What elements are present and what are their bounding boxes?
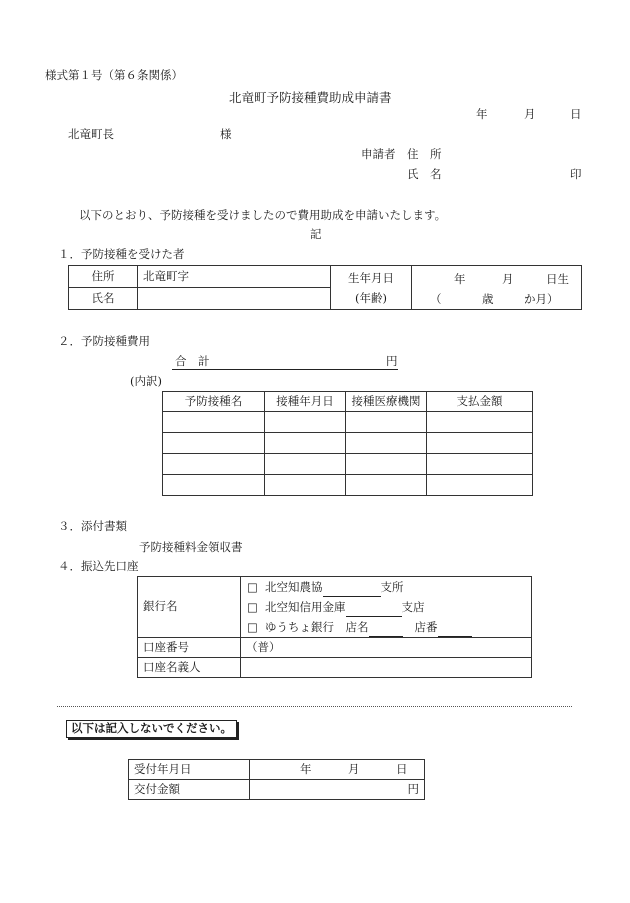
recipient-address-label: 住所	[69, 266, 138, 288]
vaccine-name-cell[interactable]	[163, 412, 265, 433]
received-year-label: 年	[300, 762, 312, 776]
grant-amount-label: 交付金額	[129, 780, 250, 800]
table-row	[163, 475, 533, 496]
bank1-suffix: 支所	[380, 580, 404, 594]
payment-amount-cell[interactable]	[427, 454, 533, 475]
addressee: 北竜町長	[68, 127, 114, 141]
age-months-label: か月）	[524, 292, 559, 306]
total-yen-unit: 円	[386, 354, 398, 368]
received-day-label: 日	[396, 762, 408, 776]
section2-heading: ２．予防接種費用	[58, 334, 150, 348]
date-day-label: 日	[570, 107, 582, 121]
bank-account-table	[137, 576, 532, 678]
applicant-label: 申請者	[361, 147, 396, 161]
birth-day-label: 日生	[546, 272, 569, 286]
section1-heading: １．予防接種を受けた者	[58, 247, 185, 261]
vaccination-date-cell[interactable]	[265, 454, 346, 475]
form-title: 北竜町予防接種費助成申請書	[229, 90, 392, 105]
addressee-honorific: 様	[220, 127, 232, 141]
received-month-label: 月	[348, 762, 360, 776]
bank1-name: 北空知農協	[265, 580, 323, 594]
vaccination-date-cell[interactable]	[265, 475, 346, 496]
intro-text: 以下のとおり、予防接種を受けましたので費用助成を申請いたします。	[79, 208, 447, 222]
cut-line-divider	[57, 706, 572, 707]
account-type: （普）	[246, 639, 281, 654]
bank3-suffix: 店番	[414, 620, 438, 634]
recipient-name-value[interactable]	[138, 288, 331, 310]
birth-year-label: 年	[454, 272, 466, 286]
col-vaccination-date: 接種年月日	[265, 392, 346, 412]
vaccine-name-cell[interactable]	[163, 475, 265, 496]
office-use-notice: 以下は記入しないでください。	[66, 720, 237, 738]
medical-institution-cell[interactable]	[346, 454, 427, 475]
date-month-label: 月	[524, 107, 536, 121]
vaccine-name-cell[interactable]	[163, 454, 265, 475]
checkbox-icon[interactable]: □	[247, 600, 258, 614]
vaccination-date-cell[interactable]	[265, 433, 346, 454]
table-row	[163, 412, 533, 433]
section4-heading: ４．振込先口座	[58, 559, 139, 573]
total-label: 合 計	[175, 354, 210, 368]
medical-institution-cell[interactable]	[346, 412, 427, 433]
bank2-suffix: 支店	[401, 600, 425, 614]
applicant-address-label: 住 所	[407, 147, 442, 161]
recipient-address-value[interactable]: 北竜町字	[138, 266, 331, 288]
office-use-table	[128, 759, 425, 800]
medical-institution-cell[interactable]	[346, 475, 427, 496]
payment-amount-cell[interactable]	[427, 433, 533, 454]
bank2-name: 北空知信用金庫	[265, 600, 346, 614]
age-years-label: 歳	[482, 292, 494, 306]
bank3-name: ゆうちょ銀行 店名	[265, 620, 369, 634]
bank-option-nokyo[interactable]	[247, 577, 526, 597]
section3-heading: ３．添付書類	[58, 519, 127, 533]
col-vaccine-name: 予防接種名	[163, 392, 265, 412]
birth-age-labels	[331, 266, 412, 310]
payment-amount-cell[interactable]	[427, 475, 533, 496]
received-date-label: 受付年月日	[129, 760, 250, 780]
recipient-name-label: 氏名	[69, 288, 138, 310]
total-amount-field[interactable]	[172, 355, 398, 370]
bank3-store-number-blank[interactable]	[438, 624, 472, 637]
birth-date-label: 生年月日	[348, 270, 394, 285]
attachment-item: 予防接種料金領収書	[139, 540, 243, 554]
vaccine-name-cell[interactable]	[163, 433, 265, 454]
bank-options	[241, 577, 532, 638]
account-holder-field[interactable]	[241, 658, 532, 678]
breakdown-table	[162, 391, 533, 496]
checkbox-icon[interactable]: □	[247, 580, 258, 594]
table-row	[163, 433, 533, 454]
checkbox-icon[interactable]: □	[247, 620, 258, 634]
vaccination-date-cell[interactable]	[265, 412, 346, 433]
bank2-branch-blank[interactable]	[346, 604, 402, 617]
ki-label: 記	[310, 227, 322, 241]
breakdown-label: (内訳)	[130, 374, 162, 388]
bank-name-label: 銀行名	[138, 577, 241, 638]
bank3-store-blank[interactable]	[369, 624, 403, 637]
account-number-field[interactable]	[241, 638, 532, 658]
table-row	[163, 454, 533, 475]
age-open-paren: （	[430, 292, 442, 306]
birth-month-label: 月	[502, 272, 514, 286]
grant-yen-unit: 円	[407, 781, 419, 796]
age-label: (年齢)	[355, 290, 387, 305]
col-medical-institution: 接種医療機関	[346, 392, 427, 412]
seal-mark: 印	[570, 167, 582, 181]
received-date-field	[250, 760, 425, 780]
grant-amount-field	[250, 780, 425, 800]
bank-option-yucho[interactable]	[247, 617, 526, 637]
col-payment-amount: 支払金額	[427, 392, 533, 412]
medical-institution-cell[interactable]	[346, 433, 427, 454]
birth-age-values[interactable]	[412, 266, 582, 310]
date-year-label: 年	[476, 107, 488, 121]
bank1-branch-blank[interactable]	[323, 584, 381, 597]
payment-amount-cell[interactable]	[427, 412, 533, 433]
applicant-name-label: 氏 名	[407, 167, 442, 181]
recipient-table	[68, 265, 582, 310]
bank-option-shinkin[interactable]	[247, 597, 526, 617]
account-number-label: 口座番号	[138, 638, 241, 658]
form-number: 様式第１号（第６条関係）	[45, 68, 183, 82]
account-holder-label: 口座名義人	[138, 658, 241, 678]
